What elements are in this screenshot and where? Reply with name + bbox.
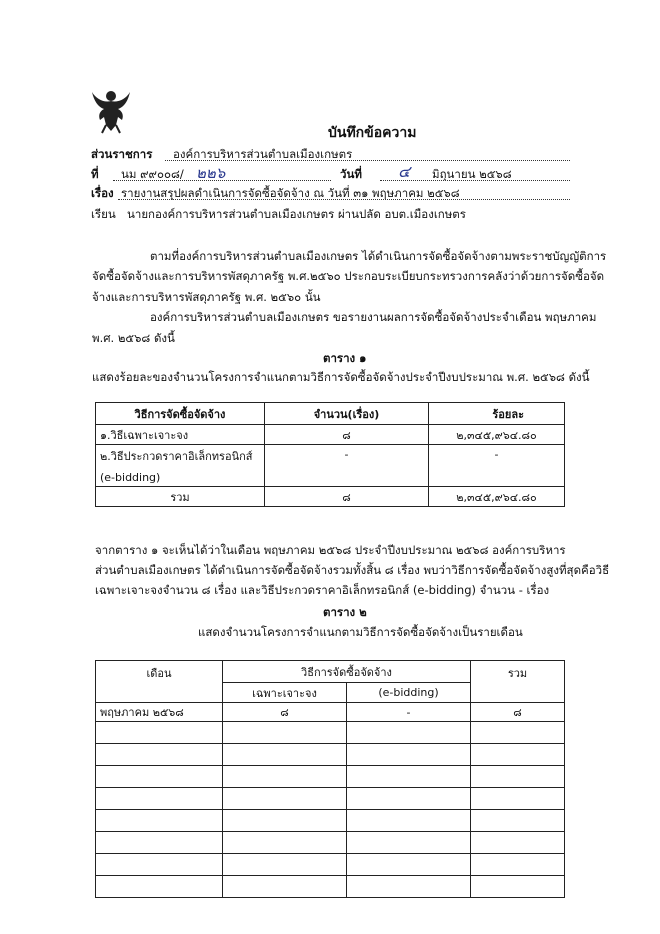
table2-empty-row [96, 788, 565, 810]
table1-header-method: วิธีการจัดซื้อจัดจ้าง [96, 403, 265, 425]
agency-label: ส่วนราชการ [91, 147, 153, 161]
table2 [95, 660, 565, 898]
agency-value: องค์การบริหารส่วนตำบลเมืองเกษตร [173, 147, 353, 161]
table1 [95, 402, 565, 507]
table1-row1-percent: ๒,๓๔๕,๙๖๔.๘๐ [429, 425, 565, 445]
table2-empty-row [96, 832, 565, 854]
table2-empty-row [96, 854, 565, 876]
agency-dotted-line [165, 160, 570, 161]
table2-header-method: วิธีการจัดซื้อจัดจ้าง [223, 661, 471, 683]
body-p2-line2: พ.ศ. ๒๕๖๘ ดังนี้ [92, 331, 175, 345]
table2-header-month: เดือน [96, 661, 223, 703]
table2-caption: แสดงจำนวนโครงการจำแนกตามวิธีการจัดซื้อจัดจ้างเป็นรายเดือน [198, 625, 523, 639]
table1-row1-method: ๑.วิธีเฉพาะเจาะจง [96, 425, 265, 445]
summary-line1: จากตาราง ๑ จะเห็นได้ว่าในเดือน พฤษภาคม ๒๕๖๘ ประจำปีงบประมาณ ๒๕๖๘ องค์การบริหาร [95, 543, 566, 557]
table1-title: ตาราง ๑ [323, 351, 367, 365]
table1-row2-method-line1: ๒.วิธีประกวดราคาอิเล็กทรอนิกส์ [100, 450, 253, 463]
to-label: เรียน [91, 207, 116, 221]
memo-title: บันทึกข้อความ [328, 125, 417, 141]
ref-handwritten: ๒๒๖ [196, 164, 226, 182]
table2-header-specific: เฉพาะเจาะจง [223, 683, 347, 703]
table2-row1-ebid: - [347, 703, 471, 722]
summary-line2: ส่วนตำบลเมืองเกษตร ได้ดำเนินการจัดซื้อจัดจ้างรวมทั้งสิ้น ๘ เรื่อง พบว่าวิธีการจัดซื้อจัดจ้างสูงที่สุดคือวิธี [95, 563, 610, 577]
table2-header-total: รวม [471, 661, 565, 703]
body-p1-line3: จ้างและการบริหารพัสดุภาครัฐ พ.ศ. ๒๕๖๐ นั้น [92, 290, 321, 304]
to-value: นายกองค์การบริหารส่วนตำบลเมืองเกษตร ผ่านปลัด อบต.เมืองเกษตร [127, 207, 466, 221]
table1-row1-count: ๘ [265, 425, 429, 445]
table2-empty-row [96, 744, 565, 766]
body-p2-line1: องค์การบริหารส่วนตำบลเมืองเกษตร ขอรายงานผลการจัดซื้อจัดจ้างประจำเดือน พฤษภาคม [150, 310, 597, 324]
table2-row1-specific: ๘ [223, 703, 347, 722]
table2-empty-row [96, 766, 565, 788]
table2-title: ตาราง ๒ [323, 605, 367, 619]
table1-total-percent: ๒,๓๔๕,๙๖๔.๘๐ [429, 487, 565, 507]
table1-caption: แสดงร้อยละของจำนวนโครงการจำแนกตามวิธีการจัดซื้อจัดจ้างประจำปีงบประมาณ พ.ศ. ๒๕๖๘ ดังนี้ [92, 370, 590, 384]
summary-line3: เฉพาะเจาะจงจำนวน ๘ เรื่อง และวิธีประกวดราคาอิเล็กทรอนิกส์ (e-bidding) จำนวน - เรื่อง [95, 583, 550, 597]
table1-row2-count: - [265, 445, 429, 487]
table1-row2-method-line2: (e-bidding) [100, 471, 161, 484]
body-p1-line2: จัดซื้อจัดจ้างและการบริหารพัสดุภาครัฐ พ.ศ.๒๕๖๐ ประกอบระเบียบกระทรวงการคลังว่าด้วยการจัดซื้อจัด [92, 269, 605, 283]
table2-empty-row [96, 876, 565, 898]
subject-dotted-line [118, 199, 570, 200]
garuda-emblem [90, 87, 132, 135]
table2-header-ebid: (e-bidding) [347, 683, 471, 703]
date-dotted-line [380, 180, 570, 181]
date-day-handwritten: ๔ [398, 162, 411, 181]
ref-value: นม ๙๙๐๐๘/ [121, 167, 184, 181]
table1-row2-method [96, 445, 265, 487]
ref-label: ที่ [91, 167, 99, 181]
table1-total-count: ๘ [265, 487, 429, 507]
table1-header-percent: ร้อยละ [429, 403, 565, 425]
date-month-year: มิถุนายน ๒๕๖๘ [432, 167, 512, 181]
table2-row1-total: ๘ [471, 703, 565, 722]
ref-dotted-line [113, 180, 331, 181]
table2-empty-row [96, 722, 565, 744]
body-p1-line1: ตามที่องค์การบริหารส่วนตำบลเมืองเกษตร ได้ดำเนินการจัดซื้อจัดจ้างตามพระราชบัญญัติการ [150, 249, 607, 263]
table1-row2-percent: - [429, 445, 565, 487]
table1-total-label: รวม [96, 487, 265, 507]
table1-header-count: จำนวน(เรื่อง) [265, 403, 429, 425]
subject-value: รายงานสรุปผลดำเนินการจัดซื้อจัดจ้าง ณ วันที่ ๓๑ พฤษภาคม ๒๕๖๘ [121, 186, 460, 200]
table2-empty-row [96, 810, 565, 832]
subject-label: เรื่อง [91, 186, 114, 200]
table2-row1-month: พฤษภาคม ๒๕๖๘ [96, 703, 223, 722]
date-label: วันที่ [340, 167, 362, 181]
